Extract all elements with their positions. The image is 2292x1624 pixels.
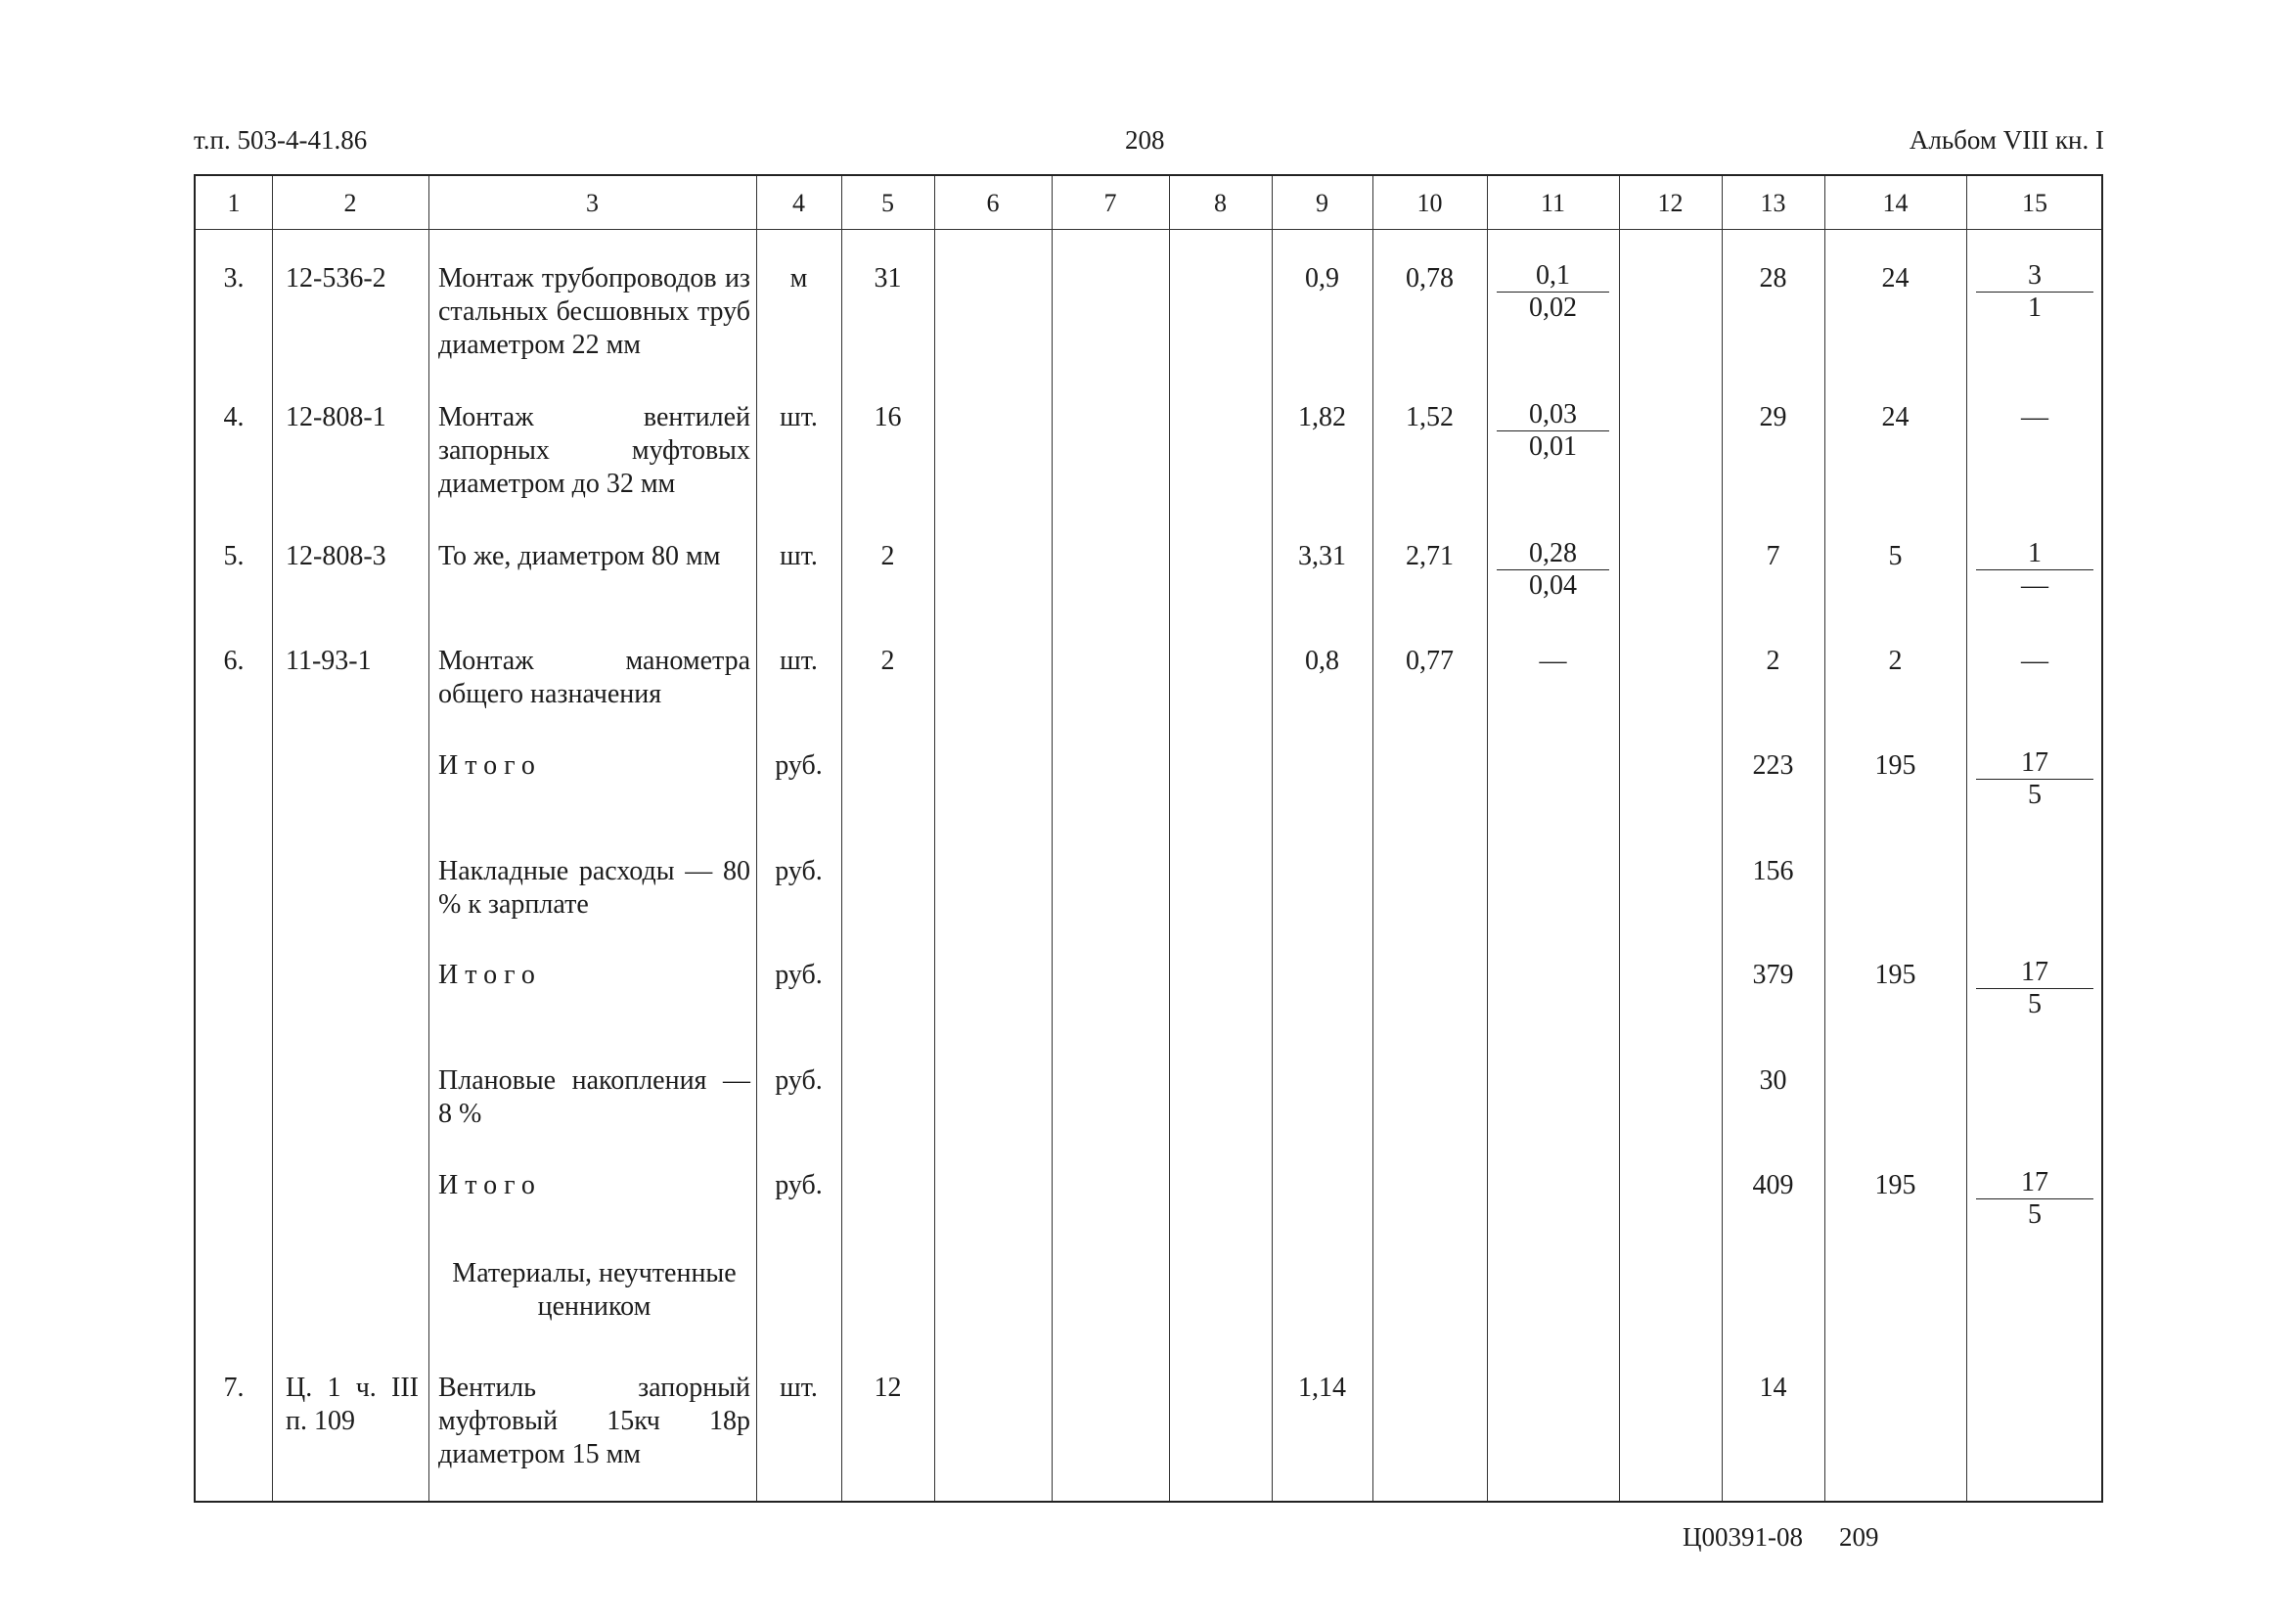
- norm-code: 12-808-1: [286, 402, 386, 432]
- cell-col-13: 30: [1759, 1065, 1787, 1096]
- column-divider: [841, 176, 842, 1501]
- header-album: Альбом VIII кн. I: [1909, 125, 2104, 155]
- column-header-9: 9: [1316, 189, 1328, 217]
- fraction-numerator: 0,03: [1497, 399, 1609, 431]
- cell-col-4: м: [789, 263, 808, 293]
- column-divider: [1722, 176, 1723, 1501]
- work-description: Вентиль запорный муфтовый 15кч 18р диаметром 15 мм: [438, 1373, 750, 1469]
- cell-col-13: 2: [1766, 646, 1780, 676]
- cell-col-14: 195: [1874, 1170, 1916, 1200]
- fraction-numerator: 0,28: [1497, 538, 1609, 570]
- column-header-4: 4: [792, 189, 805, 217]
- cell-col-4: руб.: [775, 1170, 823, 1200]
- cell-col-13: 156: [1752, 856, 1794, 886]
- subtotal-label: Итого: [438, 750, 542, 781]
- fraction-numerator: 17: [1976, 747, 2093, 780]
- cell-col-14: 2: [1888, 646, 1903, 676]
- cell-col-14: 195: [1874, 960, 1916, 990]
- estimate-table: [194, 174, 2103, 1503]
- cell-col-10: 0,77: [1406, 646, 1454, 676]
- fraction-denominator: 1: [2028, 293, 2042, 323]
- fraction-col-11: [1497, 399, 1609, 463]
- header-divider: [196, 229, 2101, 230]
- column-header-2: 2: [343, 189, 357, 217]
- column-header-3: 3: [586, 189, 599, 217]
- cell-col-5: 12: [874, 1373, 902, 1403]
- cell-col-14: 5: [1888, 541, 1903, 571]
- work-description: Плановые накопления — 8 %: [438, 1065, 750, 1129]
- cell-col-4: руб.: [775, 1065, 823, 1096]
- fraction-numerator: 3: [1976, 260, 2093, 293]
- column-divider: [1052, 176, 1053, 1501]
- fraction-col-15: [1976, 260, 2093, 324]
- work-description: Монтаж трубопроводов из стальных бесшовных труб диаметром 22 мм: [438, 263, 750, 360]
- fraction-denominator: 5: [2028, 989, 2042, 1019]
- cell-col-4: шт.: [780, 402, 818, 432]
- fraction-col-15: [1976, 747, 2093, 811]
- header-page-number: 208: [1125, 125, 1165, 155]
- cell-col-9: 1,14: [1298, 1373, 1346, 1403]
- footer-page-number: 209: [1839, 1522, 1879, 1552]
- norm-code: 11-93-1: [286, 646, 372, 676]
- cell-col-10: 1,52: [1406, 402, 1454, 432]
- cell-col-14: 24: [1881, 402, 1910, 432]
- cell-col-13: 14: [1759, 1373, 1787, 1403]
- cell-col-13: 28: [1759, 263, 1787, 293]
- column-header-11: 11: [1540, 189, 1566, 217]
- column-header-13: 13: [1760, 189, 1786, 217]
- cell-col-13: 223: [1752, 750, 1794, 781]
- column-header-12: 12: [1657, 189, 1684, 217]
- cell-col-1: 7.: [223, 1373, 245, 1403]
- cell-col-9: 3,31: [1298, 541, 1346, 571]
- cell-col-1: 5.: [223, 541, 245, 571]
- cell-col-13: 409: [1752, 1170, 1794, 1200]
- cell-col-4: руб.: [775, 856, 823, 886]
- fraction-numerator: 1: [1976, 538, 2093, 570]
- cell-col-10: 0,78: [1406, 263, 1454, 293]
- cell-col-13: 379: [1752, 960, 1794, 990]
- column-header-6: 6: [986, 189, 1000, 217]
- cell-col-14: 24: [1881, 263, 1910, 293]
- work-description: Монтаж вентилей запорных муфтовых диаметром до 32 мм: [438, 402, 750, 499]
- column-divider: [1272, 176, 1273, 1501]
- column-header-15: 15: [2022, 189, 2047, 217]
- column-header-8: 8: [1214, 189, 1227, 217]
- cell-col-1: 3.: [223, 263, 245, 293]
- column-divider: [1824, 176, 1825, 1501]
- section-heading: Материалы, неучтенные ценником: [452, 1258, 737, 1322]
- column-header-14: 14: [1882, 189, 1909, 217]
- column-header-7: 7: [1103, 189, 1117, 217]
- column-header-10: 10: [1416, 189, 1443, 217]
- norm-code: 12-808-3: [286, 541, 386, 571]
- footer-code: Ц00391-08: [1683, 1522, 1803, 1552]
- fraction-denominator: 5: [2028, 780, 2042, 810]
- cell-col-14: 195: [1874, 750, 1916, 781]
- header-document-code: т.п. 503-4-41.86: [194, 125, 368, 155]
- cell-col-4: шт.: [780, 1373, 818, 1403]
- cell-col-13: 29: [1759, 402, 1787, 432]
- cell-col-9: 0,9: [1305, 263, 1339, 293]
- cell-col-5: 31: [874, 263, 902, 293]
- cell-col-1: 4.: [223, 402, 245, 432]
- column-divider: [272, 176, 273, 1501]
- fraction-denominator: 0,01: [1529, 431, 1577, 462]
- cell-col-15: —: [2021, 646, 2048, 676]
- fraction-col-15: [1976, 957, 2093, 1020]
- fraction-col-11: [1497, 538, 1609, 602]
- fraction-denominator: 0,04: [1529, 570, 1577, 601]
- fraction-denominator: 5: [2028, 1199, 2042, 1230]
- subtotal-label: Итого: [438, 960, 542, 990]
- fraction-numerator: 0,1: [1497, 260, 1609, 293]
- fraction-denominator: 0,02: [1529, 293, 1577, 323]
- column-divider: [1619, 176, 1620, 1501]
- column-divider: [1372, 176, 1373, 1501]
- fraction-col-11: [1497, 260, 1609, 324]
- cell-col-9: 1,82: [1298, 402, 1346, 432]
- cell-col-4: руб.: [775, 750, 823, 781]
- work-description: Монтаж манометра общего назначения: [438, 646, 750, 709]
- column-divider: [934, 176, 935, 1501]
- cell-col-4: руб.: [775, 960, 823, 990]
- cell-col-13: 7: [1766, 541, 1780, 571]
- cell-col-5: 16: [874, 402, 902, 432]
- cell-col-15: —: [2021, 402, 2048, 432]
- norm-code: Ц. 1 ч. III п. 109: [286, 1373, 419, 1436]
- norm-code: 12-536-2: [286, 263, 386, 293]
- column-divider: [1487, 176, 1488, 1501]
- column-divider: [1966, 176, 1967, 1501]
- column-divider: [428, 176, 429, 1501]
- fraction-numerator: 17: [1976, 957, 2093, 989]
- cell-col-5: 2: [880, 646, 895, 676]
- cell-col-11: —: [1539, 646, 1567, 676]
- fraction-numerator: 17: [1976, 1167, 2093, 1199]
- fraction-denominator: —: [2021, 570, 2048, 601]
- cell-col-4: шт.: [780, 646, 818, 676]
- subtotal-label: Итого: [438, 1170, 542, 1200]
- column-header-1: 1: [227, 189, 241, 217]
- column-header-5: 5: [881, 189, 894, 217]
- column-divider: [1169, 176, 1170, 1501]
- fraction-col-15: [1976, 1167, 2093, 1231]
- cell-col-10: 2,71: [1406, 541, 1454, 571]
- column-divider: [756, 176, 757, 1501]
- fraction-col-15: [1976, 538, 2093, 602]
- work-description: То же, диаметром 80 мм: [438, 541, 721, 571]
- cell-col-9: 0,8: [1305, 646, 1339, 676]
- cell-col-4: шт.: [780, 541, 818, 571]
- cell-col-5: 2: [880, 541, 895, 571]
- work-description: Накладные расходы — 80 % к зарплате: [438, 856, 750, 920]
- cell-col-1: 6.: [223, 646, 245, 676]
